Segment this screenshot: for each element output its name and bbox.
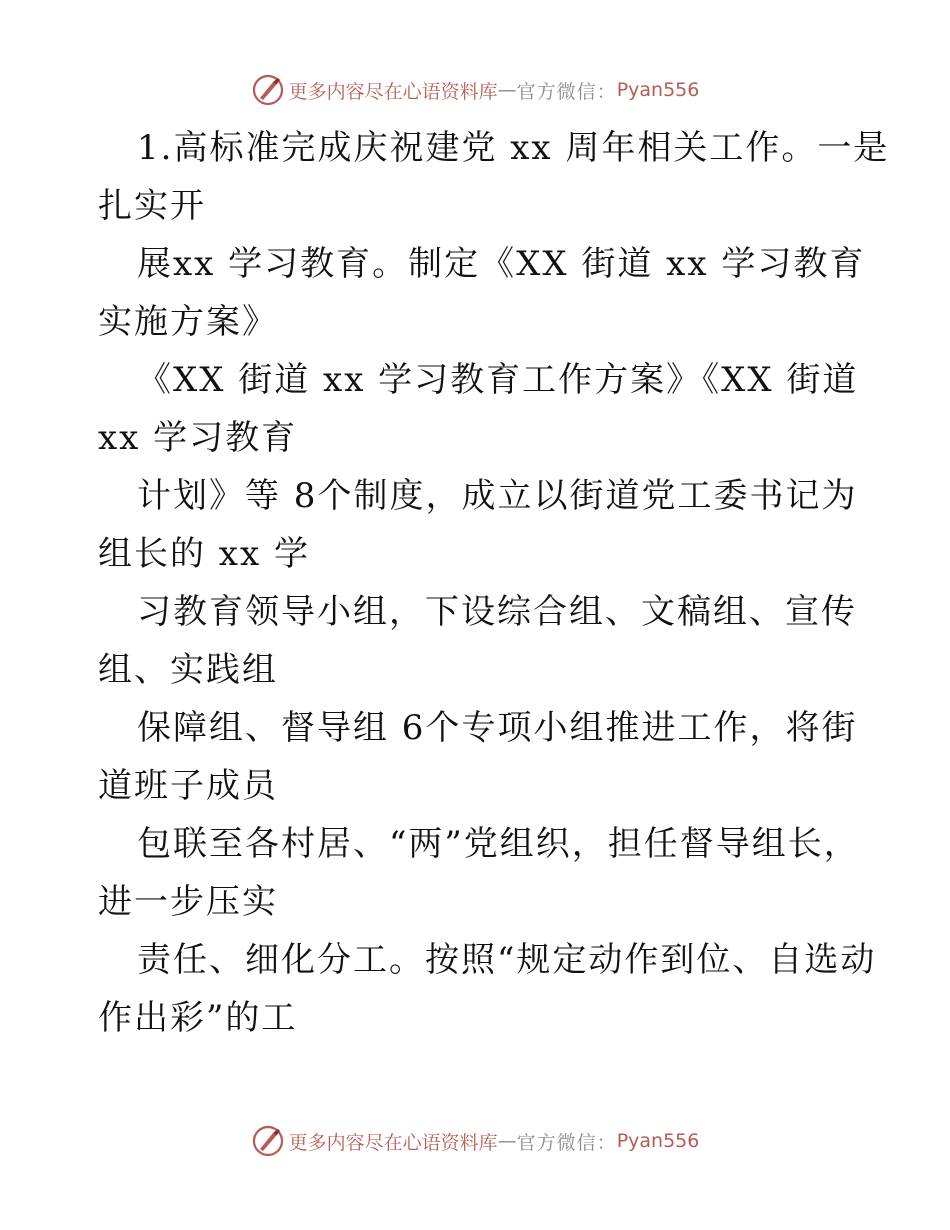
- body-line: 习教育领导小组，下设综合组、文稿组、宣传: [137, 592, 857, 632]
- footer-watermark: [0, 1121, 950, 1161]
- watermark-wechat-id: Pyan556: [616, 79, 700, 101]
- body-line: 进一步压实: [98, 882, 278, 922]
- body-line: 组长的 xx 学: [98, 534, 310, 574]
- watermark-brand: 更多内容尽在心语资料库: [288, 80, 498, 103]
- body-line: 展xx 学习教育。制定《XX 街道 xx 学习教育: [137, 244, 866, 284]
- watermark-separator: —: [497, 79, 517, 101]
- body-line: 作出彩”的工: [98, 998, 298, 1038]
- body-line: 保障组、督导组 6个专项小组推进工作，将街: [137, 708, 858, 748]
- body-line: 《XX 街道 xx 学习教育工作方案》《XX 街道: [137, 360, 859, 400]
- body-line: 包联至各村居、“两”党组织，担任督导组长，: [137, 824, 860, 864]
- body-line: 实施方案》: [98, 302, 278, 342]
- body-line: 组、实践组: [98, 650, 278, 690]
- quill-pen-icon: [251, 1124, 285, 1158]
- body-line: 道班子成员: [98, 766, 278, 806]
- body-line: 1.高标准完成庆祝建党 xx 周年相关工作。一是: [137, 128, 890, 168]
- watermark-wechat-id: Pyan556: [616, 1130, 700, 1152]
- quill-pen-icon: [251, 73, 285, 107]
- watermark-separator: —: [497, 1130, 517, 1152]
- watermark-wechat-label: 官方微信：: [516, 80, 617, 103]
- body-line: 计划》等 8个制度，成立以街道党工委书记为: [137, 476, 858, 516]
- header-watermark: [0, 70, 950, 110]
- watermark-brand: 更多内容尽在心语资料库: [288, 1131, 498, 1154]
- body-line: 扎实开: [98, 186, 206, 226]
- watermark-wechat-label: 官方微信：: [516, 1131, 617, 1154]
- body-line: 责任、细化分工。按照“规定动作到位、自选动: [137, 940, 877, 980]
- body-line: xx 学习教育: [98, 418, 298, 458]
